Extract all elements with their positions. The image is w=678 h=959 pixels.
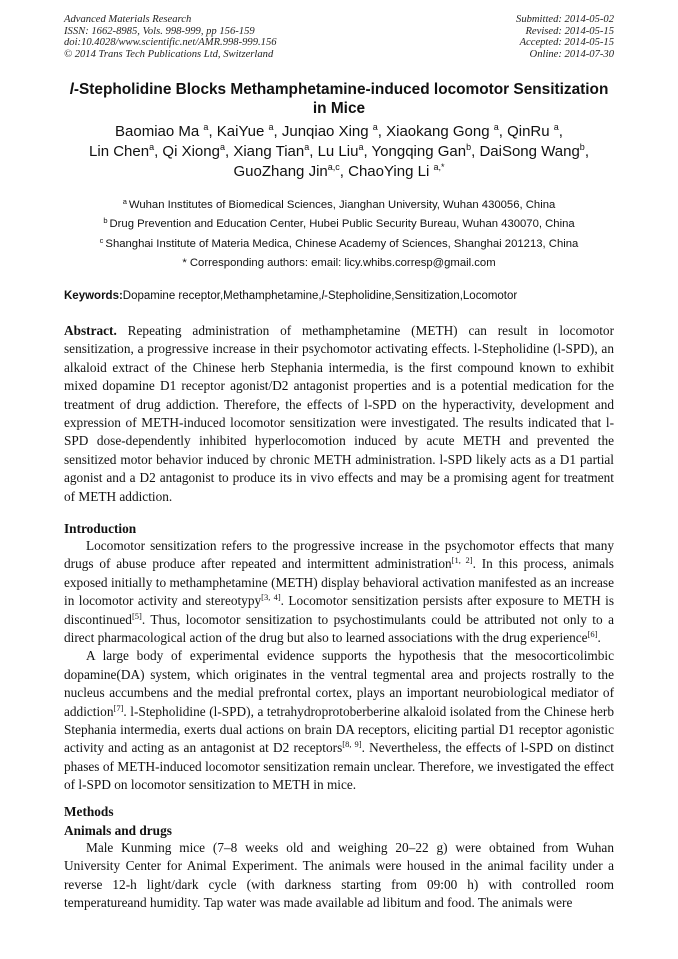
abstract-label: Abstract. <box>64 323 117 338</box>
abstract <box>64 322 614 506</box>
author: Junqiao Xing $^a$, <box>281 122 387 140</box>
citation: [8, 9] <box>342 739 362 750</box>
section-heading-introduction: Introduction <box>64 521 137 536</box>
journal-name: Advanced Materials Research <box>64 14 192 25</box>
citation: [7] <box>113 702 124 713</box>
title-italic-prefix: l <box>69 81 74 98</box>
date-online: Online: 2014-07-30 <box>529 48 614 60</box>
author: Baomiao Ma $^a$, <box>115 122 217 140</box>
author: Lin Chen$^a$, <box>89 142 163 160</box>
affiliation: $^c$ Shanghai Institute of Materia Medica, Chinese Academy of Sciences, Shanghai 201213, China <box>99 235 579 250</box>
keywords-label: Keywords: <box>64 290 123 302</box>
date-revised: Revised: 2014-05-15 <box>525 25 614 37</box>
affiliations <box>40 196 638 273</box>
subsection-heading-animals: Animals and drugs <box>64 823 172 838</box>
author: DaiSong Wang$^b$, <box>479 142 589 160</box>
journal-info <box>64 14 277 60</box>
methods-body <box>64 839 614 913</box>
author: Yongqing Gan$^b$, <box>371 142 480 160</box>
paper-title <box>64 80 614 118</box>
abstract-text: Repeating administration of methamphetamine (METH) can result in locomotor sensitization, a progressive increase in their psychomotor activating effects. l-Stepholidine (l-SPD), an alkaloid extract of the Chinese herb Stephania intermedia, is the first compound known to exhibit mixed dopamine D1 receptor agonist/D2 antagonist properties and is a potential medication for the treatment of drug addiction. Therefore, the effects of l-SPD on the hyperactivity, development and expression of METH-induced locomotor sensitization were investigated. The results indicated that l-SPD dose-dependently inhibited hyperlocomotion induced by acute METH and prevented the sensitized motor behavior induced by chronic METH administration. l-SPD likely acts as a D1 partial agonist and a D2 antagonist to produce its in vivo effects and may be a promising agent for treatment of METH addiction. <box>64 323 614 504</box>
affiliation: $^a$ Wuhan Institutes of Biomedical Sciences, Jianghan University, Wuhan 430056, China <box>122 197 556 211</box>
journal-issn: ISSN: 1662-8985, Vols. 998-999, pp 156-159 <box>64 25 255 37</box>
introduction-body <box>64 537 614 795</box>
author: Lu Liu$^a$, <box>317 142 372 160</box>
affiliation: $^b$ Drug Prevention and Education Center, Hubei Public Security Bureau, Wuhan 430070, China <box>103 216 575 231</box>
author-list <box>40 122 638 182</box>
keywords: Keywords:Dopamine receptor,Methamphetamine,l-Stepholidine,Sensitization,Locomotor <box>64 290 518 302</box>
title-text: -Stepholidine Blocks Methamphetamine-induced locomotor Sensitization in Mice <box>73 81 609 117</box>
author: GuoZhang Jin$^{a,c}$, <box>233 162 349 180</box>
section-heading-methods: Methods <box>64 804 114 819</box>
submission-dates <box>516 14 614 60</box>
corresponding-author: * Corresponding authors: email: licy.whibs.corresp@gmail.com <box>182 256 496 269</box>
paragraph: A large body of experimental evidence supports the hypothesis that the mesocorticolimbic dopamine(DA) system, which originates in the ventral tegmental area and projects rostrally to the nucleus accumbens and the medial prefrontal cortex, plays an important neurobiological mediator of addiction[7]. l-Stepholidine (l-SPD), a tetrahydroprotoberberine alkaloid isolated from the Chinese herb Stephania intermedia, exerts dual actions on brain DA receptors, eliciting partial D1 receptor agonistic activity and acting as an antagonist at D2 receptors[8, 9]. Nevertheless, the effects of l-SPD on distinct phases of METH-induced locomotor sensitization remain unclear. Therefore, we investigated the effect of l-SPD on locomotor sensitization to METH in mice. <box>64 648 614 793</box>
author: Xiaokang Gong $^a$, <box>386 122 508 140</box>
journal-copyright: © 2014 Trans Tech Publications Ltd, Switzerland <box>64 48 274 60</box>
date-accepted: Accepted: 2014-05-15 <box>519 37 614 49</box>
author: KaiYue $^a$, <box>216 122 282 140</box>
author: QinRu $^a$, <box>507 122 563 140</box>
author: Qi Xiong$^a$, <box>162 142 234 160</box>
citation: [6] <box>587 629 598 640</box>
journal-doi: doi:10.4028/www.scientific.net/AMR.998-999.156 <box>64 37 277 49</box>
paragraph: Male Kunming mice (7–8 weeks old and weighing 20–22 g) were obtained from Wuhan University Center for Animal Experiment. The animals were housed in the animal facility under a reverse 12-h light/dark cycle (with darkness starting from 09:00 h) with controlled room temperatureand humidity. Tap water was made available ad libitum and food. The animals were <box>64 840 614 911</box>
paragraph: Locomotor sensitization refers to the progressive increase in the psychomotor effects that many drugs of abuse produce after repeated and intermittent administration[1, 2]. In this process, animals exposed initially to methamphetamine (METH) display behavioral activation manifested as an increase in locomotor activity and stereotypy[3, 4]. Locomotor sensitization persists after exposure to METH is discontinued[5]. Thus, locomotor sensitization to psychostimulants could be attributed not only to a direct pharmacological action of the drug but also to learned associations with the drug experience[6]. <box>64 538 614 646</box>
citation: [5] <box>131 610 142 621</box>
author: ChaoYing Li $^{a,*}$ <box>348 162 445 180</box>
citation: [3, 4] <box>261 592 281 603</box>
date-submitted: Submitted: 2014-05-02 <box>516 14 614 25</box>
citation: [1, 2] <box>451 555 473 566</box>
author: Xiang Tian$^a$, <box>233 142 318 160</box>
